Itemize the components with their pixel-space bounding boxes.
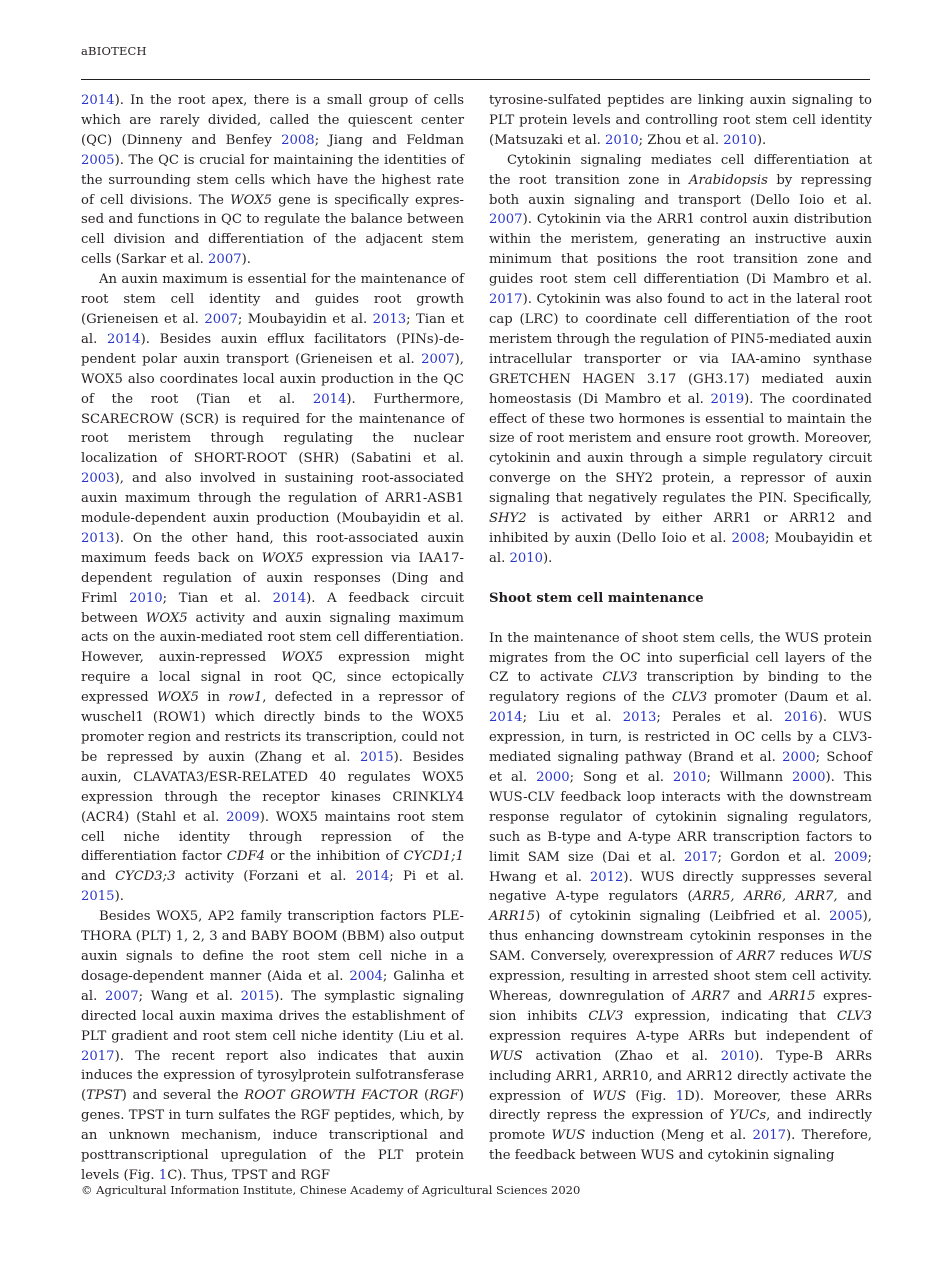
citation-link[interactable]: 2010	[605, 132, 639, 148]
citation-link[interactable]: 2010	[723, 132, 757, 148]
body-paragraph	[81, 907, 464, 1186]
citation-link[interactable]: 2005	[829, 909, 863, 925]
italic-text: TPST	[86, 1088, 122, 1104]
text-run: ; Schoof et al.	[489, 750, 872, 785]
text-run: D). Moreover, these ARRs directly repress the expression of	[489, 1088, 872, 1124]
text-run: ). The symplastic signaling directed local auxin maxima drives the establishment of PLT gradient and root stem cell niche identity (Liu et al.	[81, 988, 464, 1044]
text-run: ).	[241, 252, 251, 268]
citation-link[interactable]: 2014	[107, 331, 141, 347]
italic-text: RGF	[429, 1088, 459, 1104]
text-run: ) genes. TPST in turn sulfates the RGF peptides, which, by an unknown mechanism, induce transcriptional and posttranscriptional upregulation of the PLT protein levels (Fig.	[81, 1088, 464, 1183]
text-run: activation (Zhao et al.	[522, 1048, 721, 1064]
text-run: is activated by either ARR1 or ARR12 and inhibited by auxin (Dello Ioio et al.	[489, 511, 872, 546]
citation-link[interactable]: 2013	[622, 710, 657, 726]
citation-link[interactable]: 2016	[784, 710, 818, 726]
text-run: expression inhibits	[489, 988, 872, 1024]
text-run: and	[729, 988, 770, 1004]
citation-link[interactable]: 2010	[509, 550, 544, 566]
text-run: ). The QC is crucial for maintaining the identities of the surrounding stem cells which have the highest rate of cell divisions. The	[81, 152, 464, 208]
text-run: ). Type-B ARRs including ARR1, ARR10, and ARR12 directly activate the expression of	[489, 1048, 873, 1104]
text-run: ; Hwang et al.	[489, 849, 872, 885]
text-run: , defected in a repressor of wuschel1 (ROW1) which directly binds to the WOX5 promoter region and restricts its transcription, could not be repressed by auxin (Zhang et al.	[81, 690, 464, 765]
citation-link[interactable]: 2007	[208, 252, 242, 268]
text-run: (	[418, 1088, 430, 1104]
citation-link[interactable]: 2000	[536, 770, 570, 785]
italic-text: ARR7	[692, 988, 730, 1004]
citation-link[interactable]: 1	[675, 1088, 685, 1104]
text-run: ). A feedback circuit between	[81, 590, 464, 626]
text-run: expression, indicating that	[623, 1008, 837, 1024]
text-run: ). The recent report also indicates that auxin induces the expression of tyrosylprotein sulfotransferase (	[81, 1048, 464, 1104]
citation-link[interactable]: 2009	[833, 849, 868, 865]
italic-text: CYCD3;3	[115, 869, 176, 885]
text-run: C). Thus, TPST and RGF	[167, 1167, 331, 1183]
text-run: ; Willmann	[706, 770, 792, 785]
text-run: promoter (Daum et al.	[707, 690, 872, 706]
italic-text: row1	[228, 690, 263, 706]
text-run: ).	[756, 132, 767, 148]
text-run: , and indirectly promote	[489, 1108, 872, 1144]
italic-text: CDF4	[226, 849, 265, 865]
citation-link[interactable]: 2015	[81, 889, 115, 905]
text-run: ). This WUS-CLV feedback loop interacts with the downstream response regulator of cytokinin signaling regulators, such as B-type and A-type ARR transcription factors to limit SAM size (Dai et al.	[489, 770, 872, 865]
citation-link[interactable]: 2000	[791, 770, 826, 785]
italic-text: YUCs	[729, 1108, 767, 1124]
italic-text: WOX5	[281, 650, 324, 666]
text-run: ), and also involved in sustaining root-associated auxin maximum through the regulation of ARR1-ASB1 module-dependent auxin production (Moubayidin et al.	[81, 471, 464, 527]
citation-link[interactable]: 2013	[81, 530, 115, 546]
text-run: ; Pi et al.	[389, 869, 464, 885]
text-run: ; Galinha et al.	[81, 968, 464, 1004]
italic-text: Arabidopsis	[688, 172, 768, 188]
citation-link[interactable]: 2008	[731, 530, 766, 546]
text-run: reduces	[774, 949, 839, 965]
citation-link[interactable]: 2015	[360, 749, 394, 765]
italic-text: WOX5	[261, 550, 304, 566]
citation-link[interactable]: 2017	[81, 1048, 115, 1064]
italic-text: ARR15	[769, 988, 816, 1004]
text-run: ; Moubayidin et al.	[489, 530, 872, 566]
italic-text: WUS	[592, 1088, 627, 1104]
text-run: ). On the other hand, this root-associated auxin maximum feeds back on	[81, 530, 464, 566]
body-paragraph	[81, 270, 464, 907]
text-run: ).	[114, 889, 124, 905]
text-run: expression requires A-type ARRs but independent of	[489, 1028, 872, 1044]
citation-link[interactable]: 2010	[720, 1048, 755, 1064]
citation-link[interactable]: 2012	[589, 869, 624, 885]
text-run: Besides WOX5, AP2 family transcription factors PLETHORA (PLT) 1, 2, 3 and BABY BOOM (BBM) also output auxin signals to define the root stem cell niche in a dosage-dependent manner (Aida et al.	[81, 909, 464, 984]
text-run: (Fig.	[626, 1088, 676, 1104]
citation-link[interactable]: 2010	[672, 770, 707, 785]
text-run: expression via IAA17-dependent regulation of auxin responses (Ding and Friml	[81, 550, 465, 606]
text-run: ), thus enhancing downstream cytokinin responses in the SAM. Conversely, overexpression of	[489, 909, 872, 965]
citation-link[interactable]: 2007	[421, 351, 455, 367]
text-run: activity and auxin signaling maximum acts on the auxin-mediated root stem cell differentiation. However, auxin-repressed	[81, 610, 464, 666]
italic-text: ARR5, ARR6, ARR7,	[692, 889, 838, 905]
citation-link[interactable]: 2008	[281, 132, 315, 148]
italic-text: WOX5	[145, 610, 188, 626]
italic-text: WOX5	[230, 192, 273, 208]
citation-link[interactable]: 2003	[81, 471, 115, 487]
text-run: and	[837, 889, 872, 905]
citation-link[interactable]: 2017	[683, 849, 718, 865]
citation-link[interactable]: 2015	[240, 988, 275, 1004]
text-run: transcription by binding to the regulatory regions of the	[489, 670, 872, 706]
text-run: in	[198, 690, 229, 706]
citation-link[interactable]: 2004	[349, 968, 383, 984]
section-heading	[489, 589, 872, 609]
text-run: expression might require a local signal in root QC, since ectopically expressed	[81, 650, 464, 706]
citation-link[interactable]: 2019	[710, 391, 745, 407]
header-rule	[81, 79, 870, 80]
text-run: ), WOX5 also coordinates local auxin production in the QC of the root (Tian et al.	[81, 351, 464, 407]
text-run: Shoot stem cell maintenance	[489, 590, 704, 606]
body-paragraph	[489, 91, 872, 151]
text-run: ). Cytokinin via the ARR1 control auxin distribution within the meristem, generating an instructive auxin minimum that positions the root transition zone and guides root stem cell differentiation (Di Mambro et al.	[489, 212, 872, 288]
citation-link[interactable]: 2013	[372, 311, 407, 327]
italic-text: CLV3	[588, 1008, 624, 1024]
text-run: An auxin maximum is essential for the maintenance of root stem cell identity and guides root growth (Grieneisen et al.	[81, 272, 464, 327]
text-run: ; Perales et al.	[656, 710, 785, 726]
text-run: ). WUS expression, in turn, is restricted in OC cells by a CLV3-mediated signaling pathway (Brand et al.	[489, 710, 872, 766]
italic-text: CLV3	[671, 690, 708, 706]
text-run: activity (Forzani et al.	[175, 869, 356, 885]
copyright-footer: © Agricultural Information Institute, Chinese Academy of Agricultural Sciences 2020	[81, 1183, 581, 1197]
text-run: ; Liu et al.	[522, 710, 623, 726]
text-run: ). WUS directly suppresses several negative A-type regulators (	[489, 869, 873, 905]
citation-link[interactable]: 2010	[129, 590, 163, 606]
citation-link[interactable]: 2007	[489, 212, 523, 228]
citation-link[interactable]: 2014	[81, 93, 115, 108]
citation-link[interactable]: 1	[158, 1167, 168, 1183]
text-run: ; Tian et al.	[81, 311, 464, 347]
text-run: ; Jiang and Feldman	[314, 132, 464, 148]
citation-link[interactable]: 2014	[489, 710, 523, 726]
text-run: ; Moubayidin et al.	[237, 311, 373, 327]
body-paragraph	[489, 629, 872, 1166]
italic-text: WOX5	[156, 690, 199, 706]
text-run: gene is specifically expressed and functions in QC to regulate the balance between cell division and differentiation of the adjacent stem cells (Sarkar et al.	[81, 192, 464, 268]
italic-text: CLV3	[836, 1008, 873, 1024]
body-paragraph	[81, 91, 464, 270]
text-run: ; Song et al.	[569, 770, 673, 785]
text-run: ) and several the	[121, 1088, 245, 1104]
citation-link[interactable]: 2017	[752, 1128, 787, 1144]
italic-text: ARR7	[737, 949, 775, 965]
right-column	[489, 91, 872, 1166]
text-run: ; Zhou et al.	[638, 132, 724, 148]
italic-text: WUS	[551, 1128, 586, 1144]
text-run: ). Therefore, the feedback between WUS and cytokinin signaling	[489, 1128, 872, 1164]
text-run: tyrosine-sulfated peptides are linking auxin signaling to PLT protein levels and controlling root stem cell identity (Matsuzaki et al.	[489, 93, 872, 148]
citation-link[interactable]: 2017	[489, 292, 523, 308]
citation-link[interactable]: 2014	[355, 869, 390, 885]
text-run: and	[81, 869, 116, 885]
text-run: ; Tian et al.	[162, 590, 273, 606]
text-run: ; Wang et al.	[138, 988, 241, 1004]
body-paragraph	[489, 151, 872, 569]
text-run: Cytokinin signaling mediates cell differentiation at the root transition zone in	[489, 152, 872, 188]
italic-text: SHY2	[489, 511, 527, 527]
citation-link[interactable]: 2005	[81, 152, 115, 168]
citation-link[interactable]: 2007	[105, 988, 139, 1004]
italic-text: CYCD1;1	[403, 849, 464, 865]
text-run: In the maintenance of shoot stem cells, the WUS protein migrates from the OC into superficial cell layers of the CZ to activate	[489, 630, 872, 686]
journal-header: aBIOTECH	[81, 44, 147, 58]
text-run: ). WOX5 maintains root stem cell niche identity through repression of the differentiation factor	[81, 809, 464, 865]
text-run: ). Cytokinin was also found to act in the lateral root cap (LRC) to coordinate cell differentiation of the root meristem through the regulation of PIN5-mediated auxin intracellular transporter or via IAA-amino synthase GRETCHEN HAGEN 3.17 (GH3.17) mediated auxin homeostasis (Di Mambro et al.	[489, 292, 872, 407]
italic-text: WUS	[838, 949, 872, 965]
text-run: induction (Meng et al.	[585, 1128, 753, 1144]
italic-text: WUS	[489, 1048, 523, 1064]
text-run: ). Besides auxin, CLAVATA3/ESR-RELATED 40 regulates WOX5 expression through the receptor kinases CRINKLY4 (ACR4) (Stahl et al.	[81, 749, 464, 825]
text-run: by repressing both auxin signaling and transport (Dello Ioio et al.	[489, 172, 872, 208]
citation-link[interactable]: 2014	[312, 391, 347, 407]
text-run: ). In the root apex, there is a small group of cells which are rarely divided, called the quiescent center (QC) (Dinneny and Benfey	[81, 93, 464, 148]
text-run: or the inhibition of	[265, 849, 404, 865]
citation-link[interactable]: 2009	[226, 809, 260, 825]
citation-link[interactable]: 2014	[272, 590, 307, 606]
citation-link[interactable]: 2000	[782, 750, 816, 766]
text-run: ; Gordon et al.	[717, 849, 834, 865]
text-run: ). The coordinated effect of these two hormones is essential to maintain the size of root meristem and ensure root growth. Moreover, cytokinin and auxin through a simple regulatory circuit converge on the SHY2 protein, a repressor of auxin signaling that negatively regulates the PIN. Specifically,	[489, 391, 872, 507]
italic-text: CLV3	[602, 670, 638, 686]
italic-text: ARR15	[489, 909, 536, 925]
text-run: ).	[543, 550, 553, 566]
left-column	[81, 91, 464, 1186]
text-run: ). Furthermore, SCARECROW (SCR) is required for the maintenance of root meristem through regulating the nuclear localization of SHORT-ROOT (SHR) (Sabatini et al.	[81, 391, 464, 467]
text-run: expression, resulting in arrested shoot stem cell activity. Whereas, downregulation of	[489, 969, 872, 1004]
italic-text: ROOT GROWTH FACTOR	[244, 1088, 419, 1104]
text-run: ) of cytokinin signaling (Leibfried et al.	[535, 909, 830, 925]
text-run: ). Besides auxin efflux facilitators (PINs)-dependent polar auxin transport (Grieneisen et al.	[81, 331, 464, 367]
citation-link[interactable]: 2007	[204, 311, 238, 327]
